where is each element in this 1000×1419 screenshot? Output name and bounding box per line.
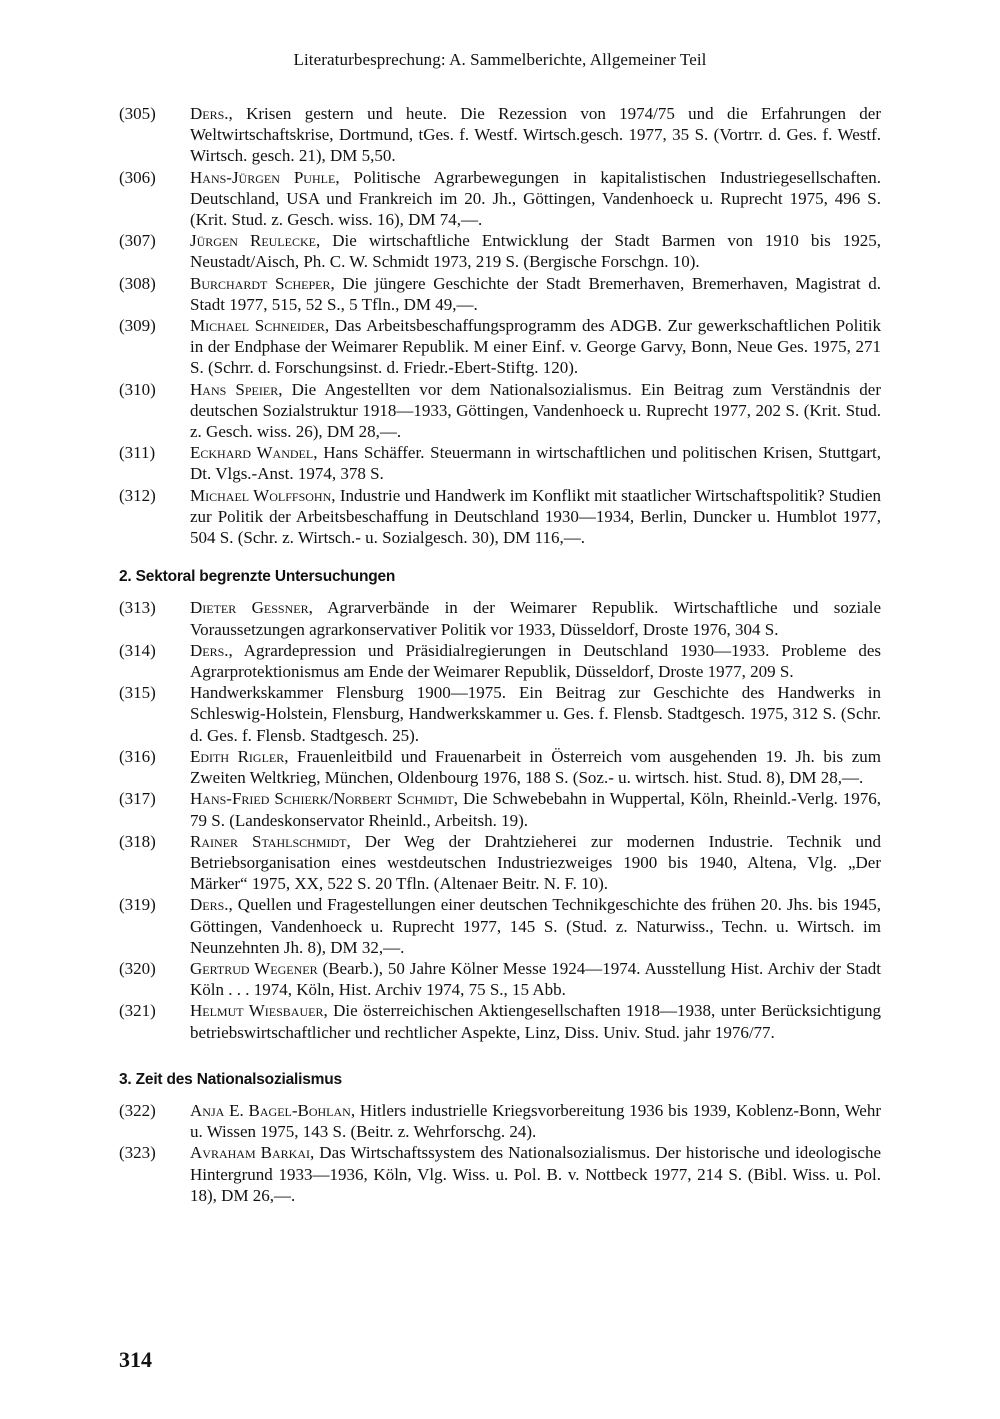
entry-text: , Der Weg der Drahtzieherei zur modernen Industrie. Technik und Betriebsorganisation eines westdeutschen Industriezweiges 1900 bis 1940, Altena, Vlg. „Der Märker“ 1975, XX, 522 S. 20 Tfln. (Altenaer Beitr. N. F. 10). [190, 831, 881, 894]
entry-author: Gertrud Wegener [190, 958, 318, 978]
entry-number: (323) [119, 1143, 156, 1163]
entry-author: Rainer Stahlschmidt [190, 831, 347, 851]
entry-text: (Bearb.), 50 Jahre Kölner Messe 1924—1974. Ausstellung Hist. Archiv der Stadt Köln . . . 1974, Köln, Hist. Archiv 1974, 75 S., 15 Abb. [190, 958, 881, 1000]
entry-author: Hans-Fried Schierk/Norbert Schmidt [190, 789, 454, 809]
bibliography-entry [119, 958, 881, 1000]
entry-author: Jürgen Reulecke [190, 231, 316, 251]
entry-text: , Hans Schäffer. Steuermann in wirtschaftlichen und politischen Krisen, Stuttgart, Dt. Vlgs.-Anst. 1974, 378 S. [190, 443, 882, 484]
entry-number: (315) [119, 683, 156, 703]
entry-number: (310) [119, 379, 156, 399]
entry-text: , Die österreichischen Aktiengesellschaften 1918—1938, unter Berücksichtigung betriebswirtschaftlicher und rechtlicher Aspekte, Linz, Diss. Univ. Stud. jahr 1976/77. [190, 1001, 882, 1042]
bibliography-entry [119, 103, 881, 167]
entry-text: , Die jüngere Geschichte der Stadt Bremerhaven, Bremerhaven, Magistrat d. Stadt 1977, 515, 52 S., 5 Tfln., DM 49,—. [190, 273, 881, 314]
entry-text: , Krisen gestern und heute. Die Rezession von 1974/75 und die Erfahrungen der Weltwirtschaftskrise, Dortmund, tGes. f. Westf. Wirtsch.gesch. 1977, 35 S. (Vortrr. d. Ges. f. Westf. Wirtsch. gesch. 21), DM 5,50. [190, 104, 881, 166]
entry-text: , Hitlers industrielle Kriegsvorbereitung 1936 bis 1939, Koblenz-Bonn, Wehr u. Wissen 1975, 143 S. (Beitr. z. Wehrforschg. 24). [190, 1100, 881, 1142]
entry-text: , Agrarverbände in der Weimarer Republik. Wirtschaftliche und soziale Voraussetzungen agrarkonservativer Politik vor 1933, Düsseldorf, Droste 1976, 304 S. [190, 598, 881, 639]
bibliography-entry [119, 273, 881, 315]
running-head: Literaturbesprechung: A. Sammelberichte, Allgemeiner Teil [293, 50, 707, 69]
entry-author: Hans Speier [190, 379, 279, 399]
bibliography-entry [119, 1100, 881, 1142]
entry-text: , Quellen und Fragestellungen einer deutschen Technikgeschichte des frühen 20. Jhs. bis 1945, Göttingen, Vandenhoeck u. Ruprecht 1977, 145 S. (Stud. z. Naturwiss., Techn. u. Wirtsch. im Neunzehnten Jh. 8), DM 32,—. [190, 895, 881, 957]
bibliography-entry [119, 485, 881, 549]
section-2 [119, 597, 881, 1042]
entry-number: (307) [119, 231, 156, 251]
bibliography-entry [119, 640, 881, 682]
entry-text: , Industrie und Handwerk im Konflikt mit staatlicher Wirtschaftspolitik? Studien zur Politik der Arbeitsbeschaffung in Deutschland 1930—1934, Berlin, Duncker u. Humblot 1977, 504 S. (Schr. z. Wirtsch.- u. Sozialgesch. 30), DM 116,—. [190, 485, 881, 548]
entry-author: Avraham Barkai [190, 1143, 310, 1163]
section-1 [119, 103, 881, 548]
bibliography-entry [119, 379, 881, 443]
entry-author: Ders. [190, 640, 229, 660]
bibliography-entry [119, 167, 881, 231]
entry-number: (312) [119, 485, 156, 505]
entry-text: , Politische Agrarbewegungen in kapitalistischen Industriegesellschaften. Deutschland, USA und Frankreich im 20. Jh., Göttingen, Vandenhoeck u. Ruprecht 1975, 496 S. (Krit. Stud. z. Gesch. wiss. 16), DM 74,—. [190, 167, 881, 230]
entry-number: (309) [119, 316, 156, 336]
entry-number: (319) [119, 895, 156, 915]
entry-author: Edith Rigler [190, 746, 285, 766]
entry-author: Ders. [190, 895, 229, 915]
entry-number: (308) [119, 273, 156, 293]
entry-text: , Die wirtschaftliche Entwicklung der Stadt Barmen von 1910 bis 1925, Neustadt/Aisch, Ph. C. W. Schmidt 1973, 219 S. (Bergische Forschgn. 10). [190, 231, 881, 272]
bibliography-entry [119, 315, 881, 379]
bibliography-entry [119, 597, 881, 639]
bibliography [119, 103, 881, 1206]
entry-number: (313) [119, 598, 156, 618]
entry-author: Dieter Gessner [190, 598, 309, 618]
bibliography-entry [119, 746, 881, 788]
bibliography-entry [119, 1000, 881, 1042]
entry-text: , Frauenleitbild und Frauenarbeit in Österreich vom ausgehenden 19. Jh. bis zum Zweiten Weltkrieg, München, Oldenbourg 1976, 188 S. (Soz.- u. wirtsch. hist. Stud. 8), DM 28,—. [190, 746, 881, 788]
bibliography-entry [119, 1142, 881, 1206]
entry-author: Michael Wolffsohn [190, 485, 332, 505]
entry-number: (317) [119, 789, 156, 809]
bibliography-entry [119, 831, 881, 895]
entry-text: , Agrardepression und Präsidialregierungen in Deutschland 1930—1933. Probleme des Agrarprotektionismus am Ende der Weimarer Republik, Düsseldorf, Droste 1977, 209 S. [190, 640, 881, 682]
entry-author: Anja E. Bagel-Bohlan [190, 1100, 351, 1120]
entry-text: , Das Arbeitsbeschaffungsprogramm des ADGB. Zur gewerkschaftlichen Politik in der Endphase der Weimarer Republik. M einer Einf. v. George Garvy, Bonn, Neue Ges. 1975, 271 S. (Schrr. d. Forschungsinst. d. Friedr.-Ebert-Stiftg. 120). [190, 316, 881, 378]
entry-author: Ders. [190, 104, 229, 123]
entry-text: , Die Angestellten vor dem Nationalsozialismus. Ein Beitrag zum Verständnis der deutschen Sozialstruktur 1918—1933, Göttingen, Vandenhoeck u. Ruprecht 1977, 202 S. (Krit. Stud. z. Gesch. wiss. 26), DM 28,—. [190, 379, 882, 442]
section-3 [119, 1100, 881, 1206]
entry-number: (314) [119, 640, 156, 660]
entry-number: (311) [119, 443, 156, 463]
entry-text: , Die Schwebebahn in Wuppertal, Köln, Rheinld.-Verlg. 1976, 79 S. (Landeskonservator Rheinld., Arbeitsh. 19). [190, 789, 881, 830]
entry-author: Hans-Jürgen Puhle [190, 167, 336, 187]
bibliography-entry [119, 230, 881, 272]
bibliography-entry [119, 894, 881, 958]
entry-number: (322) [119, 1100, 156, 1120]
bibliography-entry [119, 682, 881, 746]
bibliography-entry [119, 788, 881, 830]
section-heading: 3. Zeit des Nationalsozialismus [119, 1070, 342, 1088]
entry-text: Handwerkskammer Flensburg 1900—1975. Ein Beitrag zur Geschichte des Handwerks in Schleswig-Holstein, Flensburg, Handwerkskammer u. Ges. f. Flensb. Stadtgesch. 1975, 312 S. (Schr. d. Ges. f. Flensb. Stadtgesch. 25). [190, 683, 881, 745]
entry-text: , Das Wirtschaftssystem des Nationalsozialismus. Der historische und ideologische Hintergrund 1933—1936, Köln, Vlg. Wiss. u. Pol. B. v. Nottbeck 1977, 214 S. (Bibl. Wiss. u. Pol. 18), DM 26,—. [190, 1143, 881, 1205]
entry-number: (316) [119, 746, 156, 766]
entry-author: Michael Schneider [190, 316, 325, 336]
section-heading: 2. Sektoral begrenzte Untersuchungen [119, 568, 396, 586]
entry-author: Eckhard Wandel [190, 443, 314, 463]
page-number: 314 [119, 1347, 152, 1372]
entry-number: (321) [119, 1001, 156, 1021]
bibliography-entry [119, 442, 881, 484]
entry-author: Burchardt Scheper [190, 273, 331, 293]
entry-number: (320) [119, 958, 156, 978]
entry-number: (306) [119, 167, 156, 187]
entry-number: (305) [119, 104, 156, 123]
entry-author: Helmut Wiesbauer [190, 1001, 324, 1021]
entry-number: (318) [119, 831, 156, 851]
